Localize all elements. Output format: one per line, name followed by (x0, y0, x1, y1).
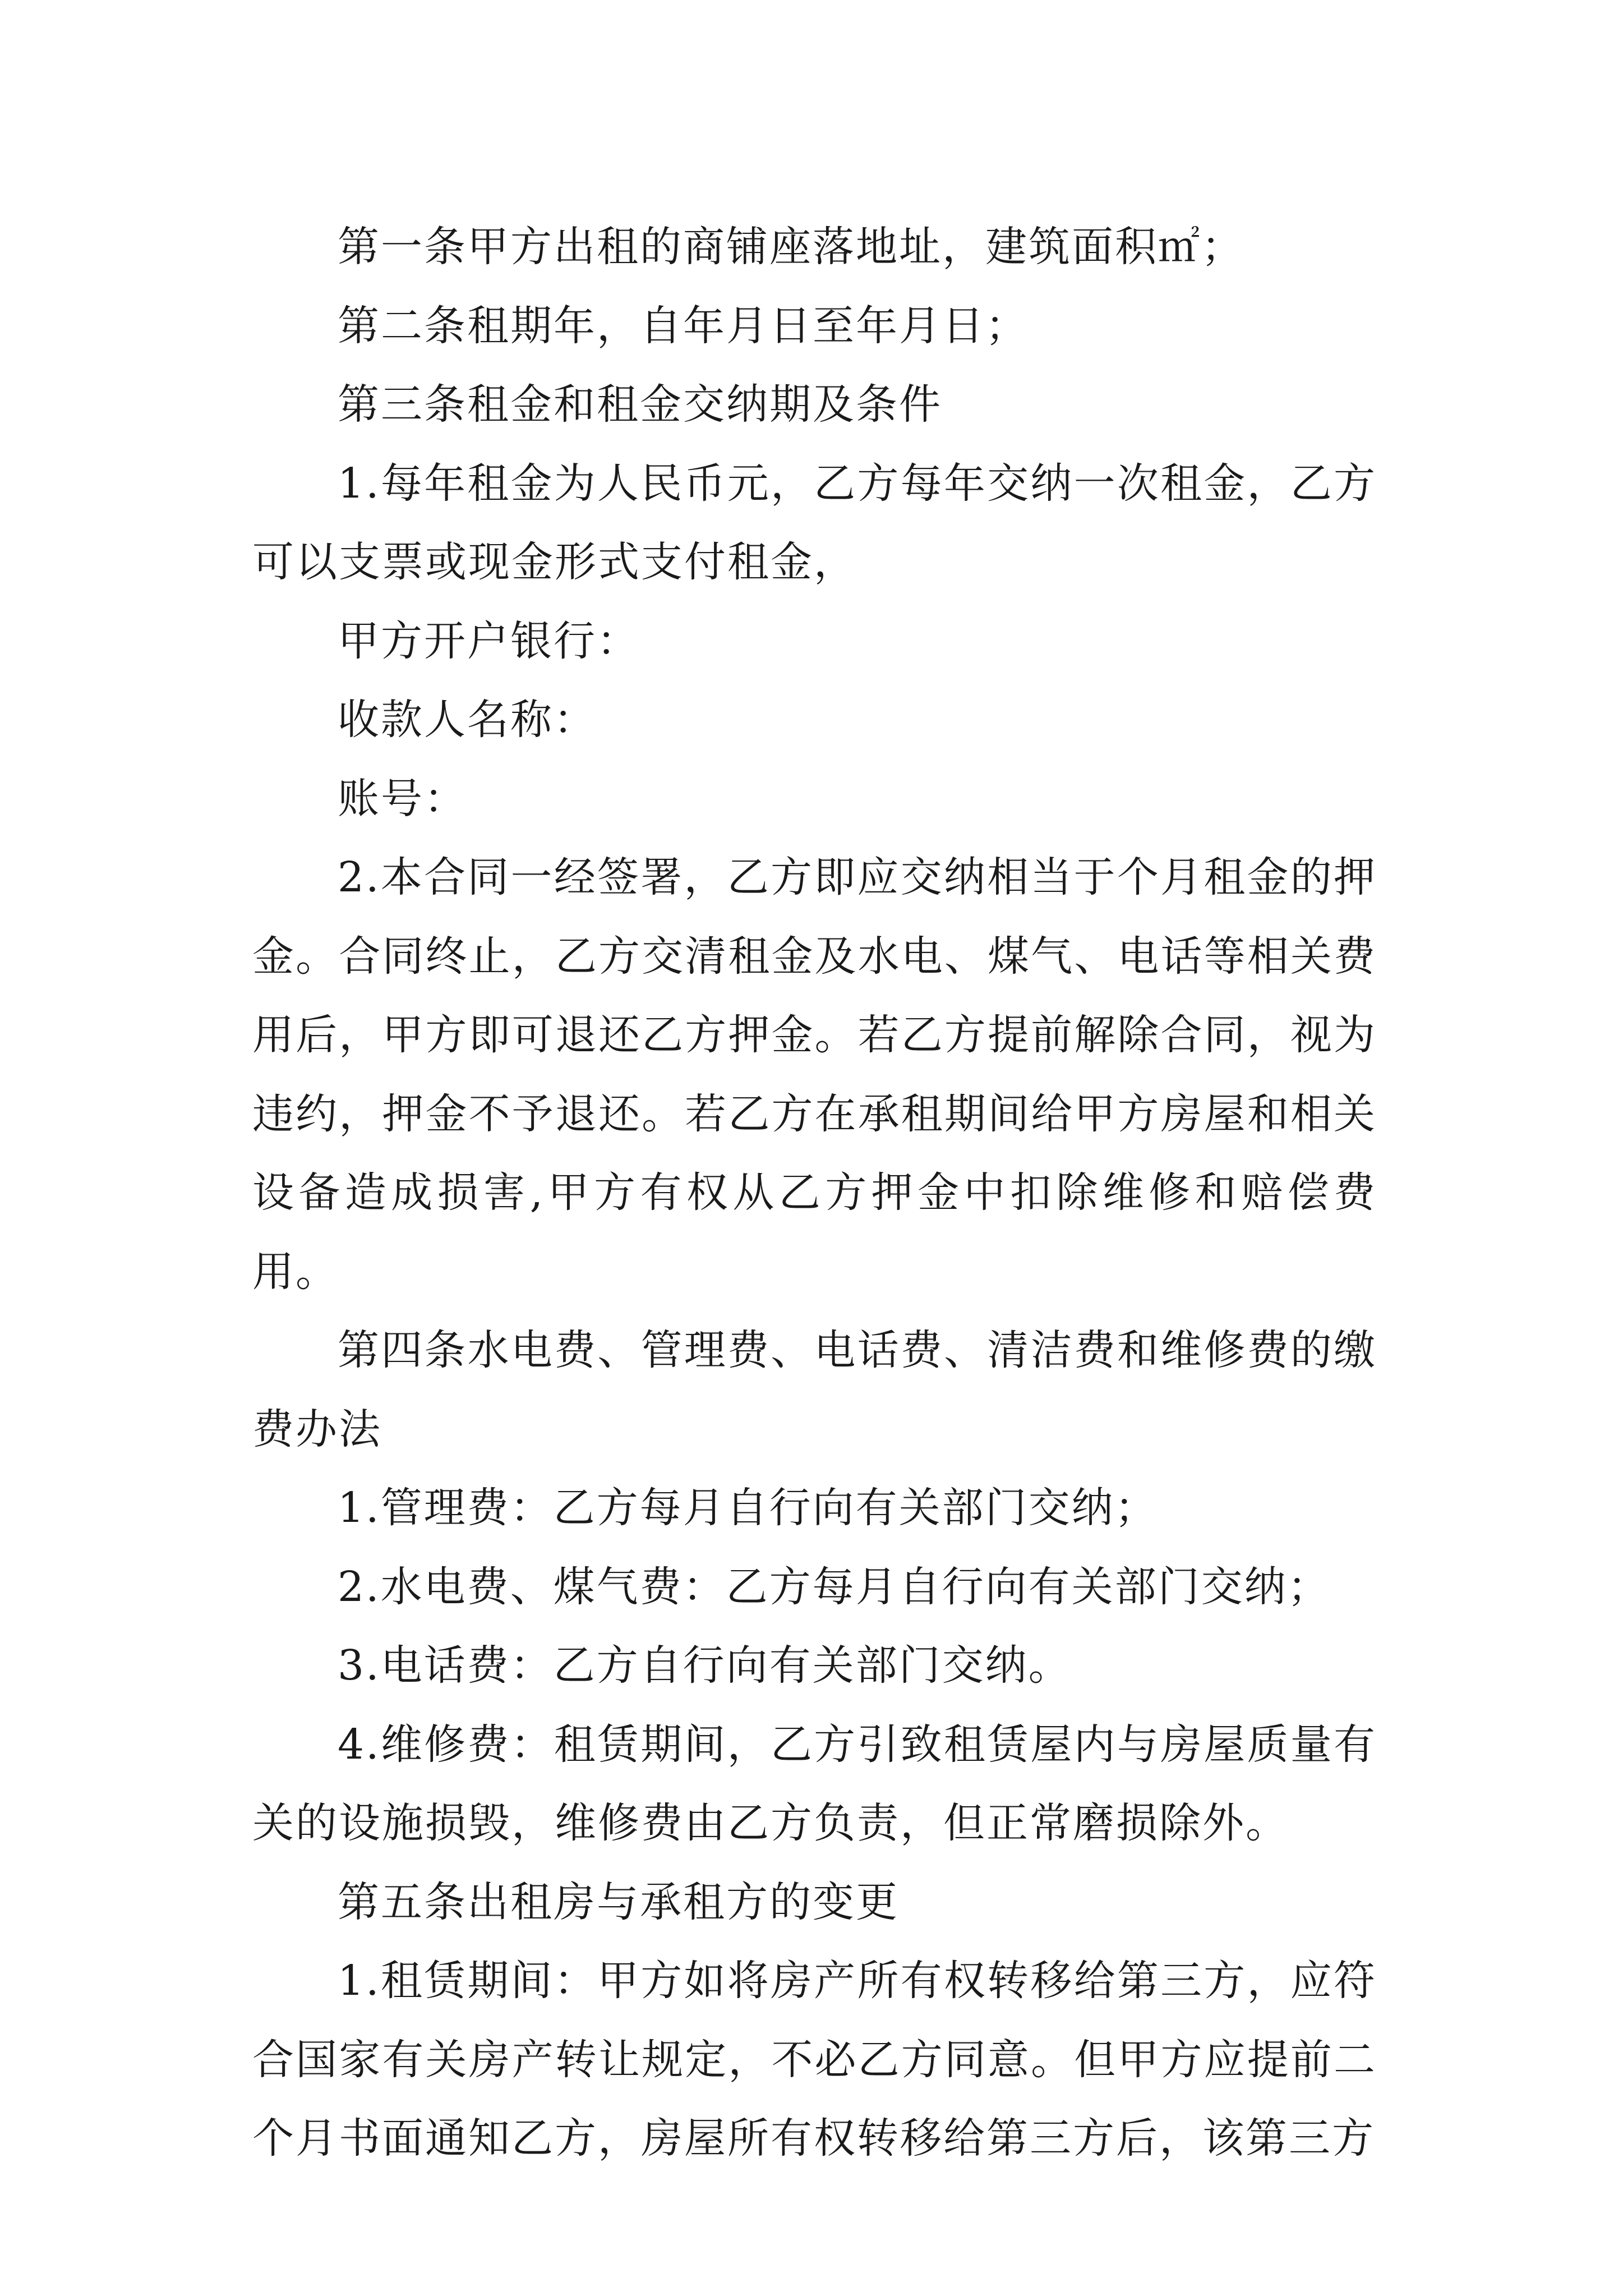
clause-4-item-3: 3.电话费：乙方自行向有关部门交纳。 (338, 1641, 1072, 1690)
account-field: 账号： (338, 774, 467, 823)
clause-3-item-1: 1.每年租金为人民币元，乙方每年交纳一次租金，乙方可以支票或现金形式支付租金， (252, 459, 1377, 586)
clause-5-item-1: 1.租赁期间：甲方如将房产所有权转移给第三方，应符合国家有关房产转让规定，不必乙方同意。但甲方应提前二个月书面通知乙方，房屋所有权转移给第三方后，该第三方 (252, 1957, 1377, 2162)
clause-4-item-1: 1.管理费：乙方每月自行向有关部门交纳； (338, 1484, 1158, 1532)
clause-4-heading: 第四条水电费、管理费、电话费、清洁费和维修费的缴费办法 (252, 1326, 1377, 1453)
payee-field: 收款人名称： (338, 696, 597, 744)
clause-4-item-2: 2.水电费、煤气费：乙方每月自行向有关部门交纳； (338, 1562, 1331, 1611)
document-body (252, 208, 1377, 2178)
bank-field: 甲方开户银行： (338, 616, 640, 665)
clause-3-item-2-deposit: 2.本合同一经签署，乙方即应交纳相当于个月租金的押金。合同终止，乙方交清租金及水电、煤气、电话等相关费用后，甲方即可退还乙方押金。若乙方提前解除合同，视为违约，押金不予退还。若乙方在承租期间给甲方房屋和相关设备造成损害,甲方有权从乙方押金中扣除维修和赔偿费用。 (252, 853, 1377, 1296)
clause-4-item-4: 4.维修费：租赁期间，乙方引致租赁屋内与房屋质量有关的设施损毁，维修费由乙方负责，但正常磨损除外。 (252, 1720, 1377, 1847)
clause-3-heading: 第三条租金和租金交纳期及条件 (338, 380, 942, 429)
clause-5-heading: 第五条出租房与承租方的变更 (338, 1878, 899, 1926)
clause-2-term: 第二条租期年，自年月日至年月日； (338, 301, 1029, 350)
clause-1-premises: 第一条甲方出租的商铺座落地址，建筑面积㎡； (338, 223, 1244, 271)
